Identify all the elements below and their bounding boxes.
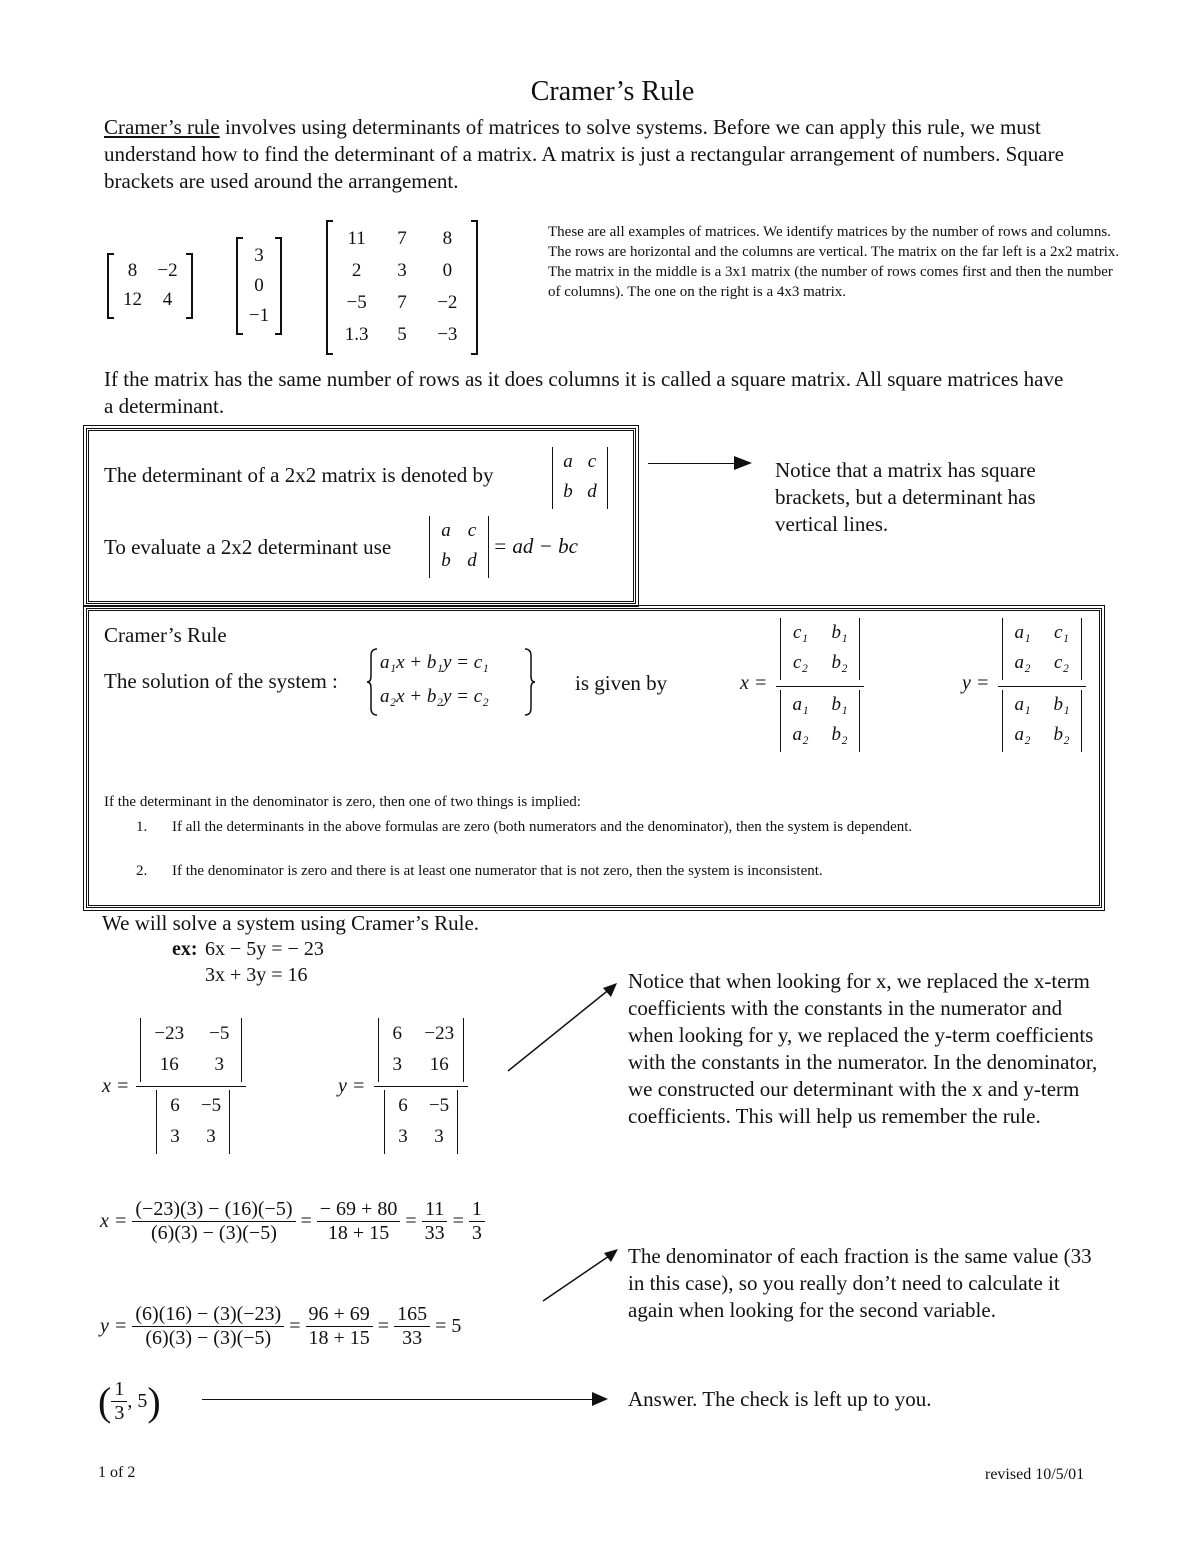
det-symbol-denoted xyxy=(552,447,608,509)
matrix-cell: 0 xyxy=(442,260,453,281)
item2-number: 2. xyxy=(136,863,148,879)
matrix-cell: −23 xyxy=(154,1023,185,1044)
example-label: ex: xyxy=(172,938,198,960)
matrix-cell: b xyxy=(563,481,573,502)
matrix-cell: 3 xyxy=(434,1126,444,1147)
x-numerator-det xyxy=(780,618,860,680)
matrix-cell: 5 xyxy=(397,324,407,345)
matrix-cell: b₂ xyxy=(1053,724,1070,745)
matrix-cell: c xyxy=(587,451,597,472)
answer-x-num: 1 xyxy=(111,1378,127,1402)
matrix-cell: 3 xyxy=(206,1126,216,1147)
y-calc-label: y = xyxy=(100,1315,128,1337)
x-calc-num1: (−23)(3) − (16)(−5) xyxy=(132,1198,295,1222)
y-calc-num1: (6)(16) − (3)(−23) xyxy=(132,1303,284,1327)
x-denominator-det xyxy=(780,690,860,752)
x-calc-den1: (6)(3) − (3)(−5) xyxy=(151,1222,277,1244)
matrix-cell: −3 xyxy=(437,324,458,345)
matrix-cell: a₁ xyxy=(792,694,809,715)
matrix-cell: 8 xyxy=(127,260,138,281)
matrix-cell: −1 xyxy=(248,305,270,326)
y-formula-label: y = xyxy=(962,672,990,694)
x-calc-den3: 33 xyxy=(424,1222,445,1244)
matrix-cell: a₂ xyxy=(1014,652,1031,673)
matrix-2x2 xyxy=(107,254,193,318)
left-brace xyxy=(366,648,378,716)
solution-label: The solution of the system : xyxy=(104,669,338,693)
det-formula-result: = ad − bc xyxy=(493,534,578,558)
matrix-cell: a₂ xyxy=(792,724,809,745)
matrix-cell: 3 xyxy=(392,1054,402,1075)
matrix-cell: b₂ xyxy=(831,724,848,745)
matrix-cell: b₂ xyxy=(831,652,848,673)
example-y-numerator-det xyxy=(378,1018,464,1082)
x-fraction-bar xyxy=(776,686,864,687)
arrow-head-answer xyxy=(592,1392,608,1406)
matrix-cell: 16 xyxy=(429,1054,449,1075)
zero-denominator-note: If the determinant in the denominator is zero, then one of two things is implied: xyxy=(104,794,581,810)
x-computation: x = $\frac{(-23)(3) - (16)(-5)}{(6)(3) - (3)(-5)}$ = $\frac{- 69 + 80}{18 + 15}$ = $\frac{11}{33}$ = $\frac{1}{3}$ xyxy=(100,1198,485,1245)
matrix-cell: c xyxy=(467,520,477,541)
item1-number: 1. xyxy=(136,819,148,835)
matrix-cell: 3 xyxy=(214,1054,224,1075)
answer-note: Answer. The check is left up to you. xyxy=(628,1387,932,1411)
matrix-cell: −23 xyxy=(424,1023,455,1044)
matrix-cell: 6 xyxy=(170,1095,180,1116)
system-eq2: a₂x + b₂y = c₂ xyxy=(380,686,489,707)
cramer-heading: Cramer’s Rule xyxy=(104,623,227,647)
matrix-cell: 6 xyxy=(392,1023,402,1044)
example-note-1: Notice that when looking for x, we replaced the x-term coefficients with the constants in the numerator and when looking for y, we replaced the y-term coefficients with the constants in the numerator. In the denominator, we constructed our determinant with the x and y-term coefficients. This will help us remember the rule. xyxy=(628,969,1098,1128)
matrix-cell: −5 xyxy=(346,292,367,313)
item2-text: If the denominator is zero and there is at least one numerator that is not zero, then the system is inconsistent. xyxy=(172,863,823,879)
diagonal-arrow-1 xyxy=(505,980,620,1075)
example-x-label: x = xyxy=(102,1075,130,1097)
example-eq2: 3x + 3y = 16 xyxy=(205,964,308,986)
matrix-cell: 3 xyxy=(397,260,407,281)
answer-point: ( $\frac{1}{3}$ , 5) xyxy=(98,1378,161,1424)
x-calc-den2: 18 + 15 xyxy=(327,1222,390,1244)
matrix-cell: b xyxy=(441,550,451,571)
matrix-cell: 3 xyxy=(170,1126,180,1147)
matrix-cell: 3 xyxy=(398,1126,408,1147)
answer-y: 5 xyxy=(137,1390,148,1412)
matrix-cell: −2 xyxy=(157,260,178,281)
matrix-cell: −5 xyxy=(200,1095,222,1116)
x-calc-label: x = xyxy=(100,1210,128,1232)
y-denominator-det xyxy=(1002,690,1082,752)
matrix-cell: a₁ xyxy=(1014,694,1031,715)
matrix-cell: −5 xyxy=(428,1095,450,1116)
matrix-cell: b₁ xyxy=(831,622,848,643)
det-symbol-evaluate xyxy=(429,516,489,578)
y-calc-den1: (6)(3) − (3)(−5) xyxy=(145,1327,272,1349)
matrix-cell: 3 xyxy=(254,245,264,266)
example-x-denominator-det xyxy=(156,1090,230,1154)
matrix-cell: 1.3 xyxy=(344,324,369,345)
matrix-4x3 xyxy=(326,221,478,354)
x-calc-num3: 11 xyxy=(422,1198,447,1222)
y-calc-num2: 96 + 69 xyxy=(306,1303,373,1327)
matrix-cell: c₂ xyxy=(792,652,809,673)
page-number: 1 of 2 xyxy=(98,1464,136,1481)
y-fraction-bar xyxy=(998,686,1086,687)
matrix-cell: −5 xyxy=(209,1023,230,1044)
answer-x-den: 3 xyxy=(114,1402,125,1424)
example-x-fraction-bar xyxy=(136,1086,246,1087)
matrix-cell: 8 xyxy=(442,228,453,249)
y-computation: y = $\frac{(6)(16) - (3)(-23)}{(6)(3) - (3)(-5)}$ = $\frac{96 + 69}{18 + 15}$ = $\frac{165}{33}$ = 5 xyxy=(100,1303,462,1349)
system-eq1: a₁x + b₁y = c₁ xyxy=(380,652,489,673)
y-calc-den2: 18 + 15 xyxy=(308,1327,370,1349)
matrix-cell: 11 xyxy=(347,228,366,249)
arrow-line-answer xyxy=(202,1399,594,1400)
matrix-cell: 4 xyxy=(162,289,173,310)
matrix-cell: 7 xyxy=(397,228,407,249)
example-note-2: The denominator of each fraction is the same value (33 in this case), so you really don’t need to calculate it again when looking for the second variable. xyxy=(628,1244,1092,1322)
example-y-fraction-bar xyxy=(374,1086,468,1087)
cramers-rule-term: Cramer’s rule xyxy=(104,115,220,139)
intro-paragraph xyxy=(104,114,1124,195)
matrix-cell: d xyxy=(467,550,477,571)
example-y-label: y = xyxy=(338,1075,366,1097)
example-y-denominator-det xyxy=(384,1090,458,1154)
matrix-cell: c₁ xyxy=(792,622,809,643)
matrix-cell: 6 xyxy=(398,1095,408,1116)
matrix-cell: −2 xyxy=(437,292,458,313)
det-denoted-text: The determinant of a 2x2 matrix is denoted by xyxy=(104,463,494,487)
matrix-cell: 7 xyxy=(397,292,407,313)
item1-text: If all the determinants in the above formulas are zero (both numerators and the denominator), then the system is dependent. xyxy=(172,819,913,835)
matrix-cell: a₁ xyxy=(1014,622,1031,643)
matrix-cell: 0 xyxy=(254,275,264,296)
matrix-cell: b₁ xyxy=(1053,694,1070,715)
matrix-cell: c₁ xyxy=(1053,622,1070,643)
intro-text: involves using determinants of matrices to solve systems. Before we can apply this rule, we must understand how to find the determinant of a matrix. A matrix is just a rectangular arrangement of numbers. Square brackets are used around the arrangement. xyxy=(104,115,1064,193)
given-by-label: is given by xyxy=(575,671,668,695)
matrix-cell: c₂ xyxy=(1053,652,1070,673)
example-x-numerator-det xyxy=(140,1018,242,1082)
matrices-note: These are all examples of matrices. We identify matrices by the number of rows and columns. The rows are horizontal and the columns are vertical. The matrix on the far left is a 2x2 matrix. The matrix in the middle is a 3x1 matrix (the number of rows comes first and then the number of columns). The one on the right is a 4x3 matrix. xyxy=(548,224,1120,300)
y-calc-num3: 165 xyxy=(394,1303,430,1327)
matrix-cell: b₁ xyxy=(831,694,848,715)
right-brace xyxy=(524,648,536,716)
diagonal-arrow-2 xyxy=(540,1246,620,1304)
y-calc-den3: 33 xyxy=(402,1327,423,1349)
y-numerator-det xyxy=(1002,618,1082,680)
det-side-note: Notice that a matrix has square brackets, but a determinant has vertical lines. xyxy=(775,458,1036,536)
arrow-line-1 xyxy=(648,463,738,464)
matrix-cell: 2 xyxy=(351,260,362,281)
det-evaluate-text: To evaluate a 2x2 determinant use xyxy=(104,535,392,559)
matrix-3x1 xyxy=(236,238,282,334)
page-title: Cramer’s Rule xyxy=(530,76,695,107)
revised-date: revised 10/5/01 xyxy=(985,1466,1085,1483)
matrix-cell: a xyxy=(563,451,573,472)
example-eq1: 6x − 5y = − 23 xyxy=(205,938,324,960)
matrix-cell: 12 xyxy=(123,289,142,310)
x-calc-den4: 3 xyxy=(471,1222,482,1244)
x-formula-label: x = xyxy=(740,672,768,694)
example-intro: We will solve a system using Cramer’s Rule. xyxy=(102,911,480,935)
arrow-head-1 xyxy=(734,456,752,470)
square-matrix-note: If the matrix has the same number of rows as it does columns it is called a square matrix. All square matrices have a determinant. xyxy=(104,367,1064,418)
matrix-cell: a xyxy=(441,520,451,541)
matrix-cell: 16 xyxy=(159,1054,179,1075)
x-calc-num2: − 69 + 80 xyxy=(317,1198,401,1222)
x-calc-num4: 1 xyxy=(469,1198,485,1222)
matrix-cell: d xyxy=(587,481,597,502)
y-calc-result: = 5 xyxy=(435,1315,462,1337)
matrix-cell: a₂ xyxy=(1014,724,1031,745)
